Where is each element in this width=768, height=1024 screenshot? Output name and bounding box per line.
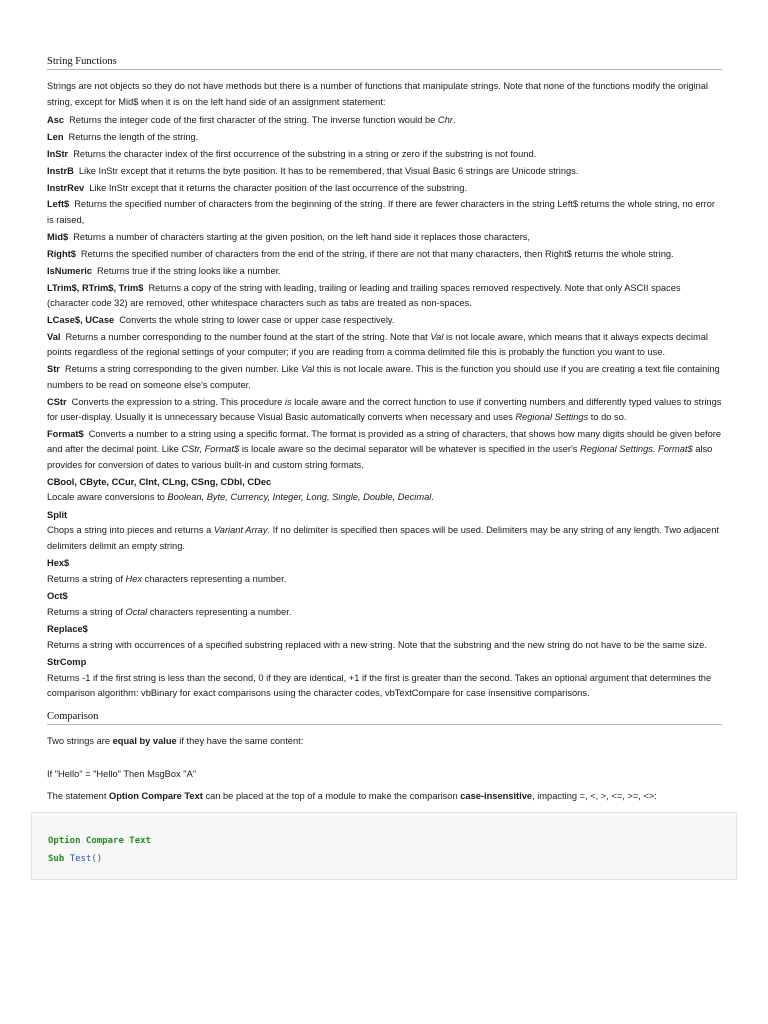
entry-instrrev: InstrRev Like InStr except that it returns the character position of the last occurrence of the substring. — [47, 182, 467, 193]
comparison-example: If "Hello" = "Hello" Then MsgBox "A" — [47, 769, 197, 780]
function-list — [47, 113, 722, 328]
code-line-2: Sub Test() — [48, 854, 103, 865]
heading-hex: Hex$ — [47, 558, 70, 569]
entry-left: Left$ Returns the specified number of characters from the beginning of the string. If there are fewer characters in the string Left$ returns the whole string, no error is raised, — [47, 199, 715, 225]
desc-conversions: Locale aware conversions to Boolean, Byte, Currency, Integer, Long, Single, Double, Decimal. — [47, 492, 434, 503]
desc-split: Chops a string into pieces and returns a Variant Array. If no delimiter is specified then spaces will be used. Delimiters may be any string of any length. Two adjacent delimiters delimit an empty string. — [47, 525, 719, 551]
option-compare-paragraph: The statement Option Compare Text can be placed at the top of a module to make the comparison case-insensitive, impacting =, <, >, <=, >=, <>: — [47, 790, 657, 801]
intro-paragraph: Strings are not objects so they do not have methods but there is a number of functions that manipulate strings. Note that none of the functions modify the original string, except for Mid$ when it is on the left hand side of an assignment statement: — [47, 81, 708, 107]
entry-right: Right$ Returns the specified number of characters from the end of the string, if there are not that many characters, then Right$ returns the whole string. — [47, 248, 674, 259]
entry-instr: InStr Returns the character index of the first occurrence of the substring in a string or zero if the substring is not found. — [47, 148, 537, 159]
code-block — [31, 812, 737, 880]
entry-lcase-ucase: LCase$, UCase Converts the whole string to lower case or upper case respectively. — [47, 314, 395, 325]
heading-strcomp: StrComp — [47, 657, 87, 668]
heading-oct: Oct$ — [47, 591, 68, 602]
entry-val: Val Returns a number corresponding to the number found at the start of the string. Note that Val is not locale aware, which means that it always expects decimal points regardless of the regional settings of your computer; if you are reading from a comma delimited file this is probably the function you want to use. — [47, 331, 708, 358]
entry-isnumeric: IsNumeric Returns true if the string looks like a number. — [47, 265, 281, 276]
entry-str: Str Returns a string corresponding to the given number. Like Val this is not locale aware. This is the function you should use if you are creating a text file containing numbers to be read on someone else's computer. — [47, 364, 720, 390]
desc-replace: Returns a string with occurrences of a specified substring replaced with a new string. Note that the substring and the new string do not have to be the same size. — [47, 639, 707, 650]
desc-hex: Returns a string of Hex characters representing a number. — [47, 573, 287, 584]
entry-mid: Mid$ Returns a number of characters starting at the given position, on the left hand side it replaces those characters, — [47, 231, 531, 242]
comparison-intro: Two strings are equal by value if they have the same content: — [47, 735, 304, 746]
desc-oct: Returns a string of Octal characters representing a number. — [47, 606, 292, 617]
entry-format: Format$ Converts a number to a string using a specific format. The format is provided as a string of characters, that shows how many digits should be given before and after the decimal point. Like CStr, Format$ is locale aware so the decimal separator will be whatever is specified in the user's Regional Settings. Format$ also provides for conversion of dates to various built-in and custom string formats. — [47, 428, 722, 470]
entry-len: Len Returns the length of the string. — [47, 131, 199, 142]
entry-asc: Asc Returns the integer code of the first character of the string. The inverse function would be Chr. — [47, 115, 456, 125]
heading-replace: Replace$ — [47, 624, 88, 635]
section-title-string-functions: String Functions — [47, 56, 722, 70]
heading-conversions: CBool, CByte, CCur, CInt, CLng, CSng, CDbl, CDec — [47, 476, 272, 487]
section-title-comparison: Comparison — [47, 711, 722, 725]
heading-split: Split — [47, 509, 68, 520]
entry-cstr: CStr Converts the expression to a string. This procedure is locale aware and the correct function to use if converting numbers and differently typed values to strings for user-display. Usually it is unnecessary because Visual Basic automatically converts when necessary and uses Regional Settings to do so. — [47, 396, 722, 423]
entry-ltrim-rtrim-trim: LTrim$, RTrim$, Trim$ Returns a copy of the string with leading, trailing or leading and trailing spaces removed respectively. Note that only ASCII spaces (character code 32) are removed, other whitespace characters such as tabs are treated as non-spaces. — [47, 282, 681, 309]
code-line-1: Option Compare Text — [48, 836, 151, 847]
desc-strcomp: Returns -1 if the first string is less than the second, 0 if they are identical, +1 if the first is greater than the second. Takes an optional argument that determines the comparison algorithm: vbBinary for exact comparisons using the character codes, vbTextCompare for case insensitive comparisons. — [47, 672, 712, 699]
entry-instrb: InstrB Like InStr except that it returns the byte position. It has to be remembered, that Visual Basic 6 strings are Unicode strings. — [47, 165, 579, 176]
